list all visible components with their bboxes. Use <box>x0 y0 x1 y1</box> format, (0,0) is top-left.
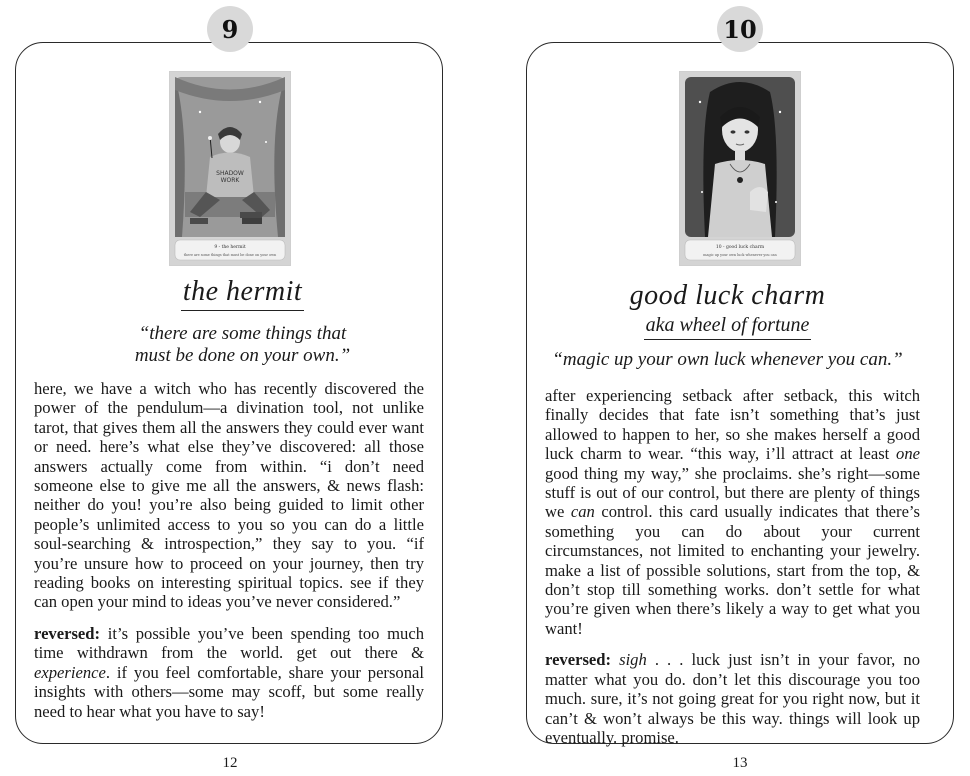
page-number: 12 <box>222 755 238 771</box>
card-number-badge <box>207 6 253 52</box>
reversed-paragraph: reversed: sigh . . . luck just isn’t in your favor, no matter what you do. don’t let this discourage you too much. sure, it’s not going great for you right now, but it can’t & won’t always be this way. things will look up eventually. promise. <box>545 650 920 747</box>
card-quote: “magic up your own luck whenever you can.” <box>552 349 903 370</box>
card-description <box>34 379 424 733</box>
card-subcaption: there are some things that must be done on your own <box>183 253 277 257</box>
hoodie-text: SHADOW <box>216 170 244 177</box>
svg-text:WORK: WORK <box>220 177 240 184</box>
card-alias: aka wheel of fortune <box>485 314 970 337</box>
card-number-badge <box>717 6 763 52</box>
reversed-label: reversed: <box>34 623 101 643</box>
card-number: 9 <box>221 14 239 44</box>
card-number: 10 <box>723 14 757 44</box>
page-number: 13 <box>732 755 748 771</box>
card-caption: 9 - the hermit <box>214 245 246 250</box>
description-paragraph: here, we have a witch who has recently discovered the power of the pendulum—a divination tool, not unlike tarot, that gives them all the answers they could ever want or need. here’s what else they’ve discovered: all those answers actually come from within. “i don’t need someone else to give me all the answers, & news flash: neither do you! you’re also being guided to limit other people’s unlimited access to you so you can do a little soul-searching & introspection,” they say to you. “if you’re unsure how to proceed on your journey, then try reading books on interesting spiritual topics. see if they can open your mind to ideas you’ve never considered.” <box>34 379 424 612</box>
card-title: the hermit <box>0 276 485 308</box>
description-paragraph: after experiencing setback after setback, this witch finally decides that fate isn’t something that’s just allowed to happen to her, so she makes herself a good luck charm to wear. “this way, i’ll attract at least one good thing my way,” she proclaims. she’s right—some stuff is out of our control, but there are plenty of things we can control. this card usually indicates that there’s something you can do about your current circumstances, not limited to enchanting your jewelry. make a list of possible solutions, start from the top, & don’t stop till something works. don’t settle for what you’re given when there’s likely a way to get what you want! <box>545 386 921 638</box>
card-caption: 10 - good luck charm <box>715 245 765 250</box>
right-page <box>485 0 970 776</box>
card-subcaption: magic up your own luck whenever you can <box>703 253 777 257</box>
hermit-card-illustration <box>169 71 291 266</box>
card-title: good luck charm <box>629 280 826 311</box>
good-luck-charm-card-illustration <box>679 71 801 266</box>
good-luck-charm-card-art <box>680 72 800 265</box>
card-description <box>545 386 920 759</box>
reversed-paragraph: reversed: it’s possible you’ve been spending too much time withdrawn from the world. get out there & experience. if you feel comfortable, share your personal insights with others—some may scoff, but some really need to hear what you have to say! <box>34 623 424 721</box>
reversed-label: reversed: <box>545 650 612 670</box>
hermit-card-art <box>170 72 290 265</box>
card-quote: “there are some things that must be done on your own.” <box>134 323 351 366</box>
